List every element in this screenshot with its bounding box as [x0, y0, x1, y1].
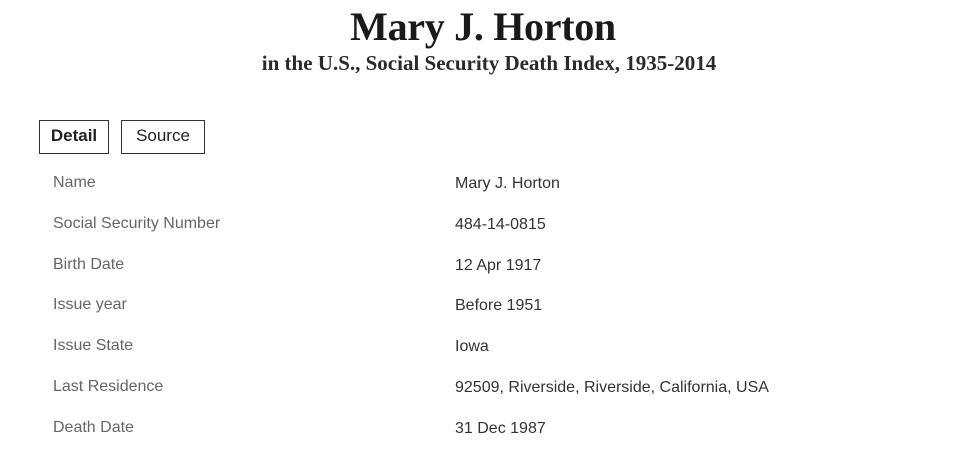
detail-label: Death Date — [53, 419, 134, 436]
detail-label: Issue State — [53, 337, 134, 354]
detail-label: Birth Date — [53, 256, 125, 273]
detail-row-issue-state — [0, 331, 953, 361]
detail-label: Name — [53, 174, 96, 191]
detail-value: Before 1951 — [455, 297, 543, 314]
detail-value: 484-14-0815 — [455, 216, 546, 233]
collection-subtitle: in the U.S., Social Security Death Index, 1935-2014 — [261, 51, 717, 75]
tab-source[interactable]: Source — [121, 120, 205, 154]
tab-detail[interactable]: Detail — [39, 120, 109, 154]
detail-value: 31 Dec 1987 — [455, 420, 546, 437]
detail-label: Social Security Number — [53, 215, 221, 232]
detail-value: Iowa — [455, 338, 489, 355]
detail-row-last-residence — [0, 372, 953, 402]
detail-label: Issue year — [53, 296, 127, 313]
detail-row-birth-date — [0, 250, 953, 280]
detail-value: 92509, Riverside, Riverside, California, USA — [455, 379, 769, 396]
detail-row-death-date — [0, 413, 953, 443]
page-title: Mary J. Horton — [350, 4, 616, 49]
detail-label: Last Residence — [53, 378, 164, 395]
detail-row-ssn — [0, 209, 953, 239]
detail-value: 12 Apr 1917 — [455, 257, 542, 274]
detail-row-name — [0, 168, 953, 198]
detail-row-issue-year — [0, 290, 953, 320]
detail-value: Mary J. Horton — [455, 175, 560, 192]
